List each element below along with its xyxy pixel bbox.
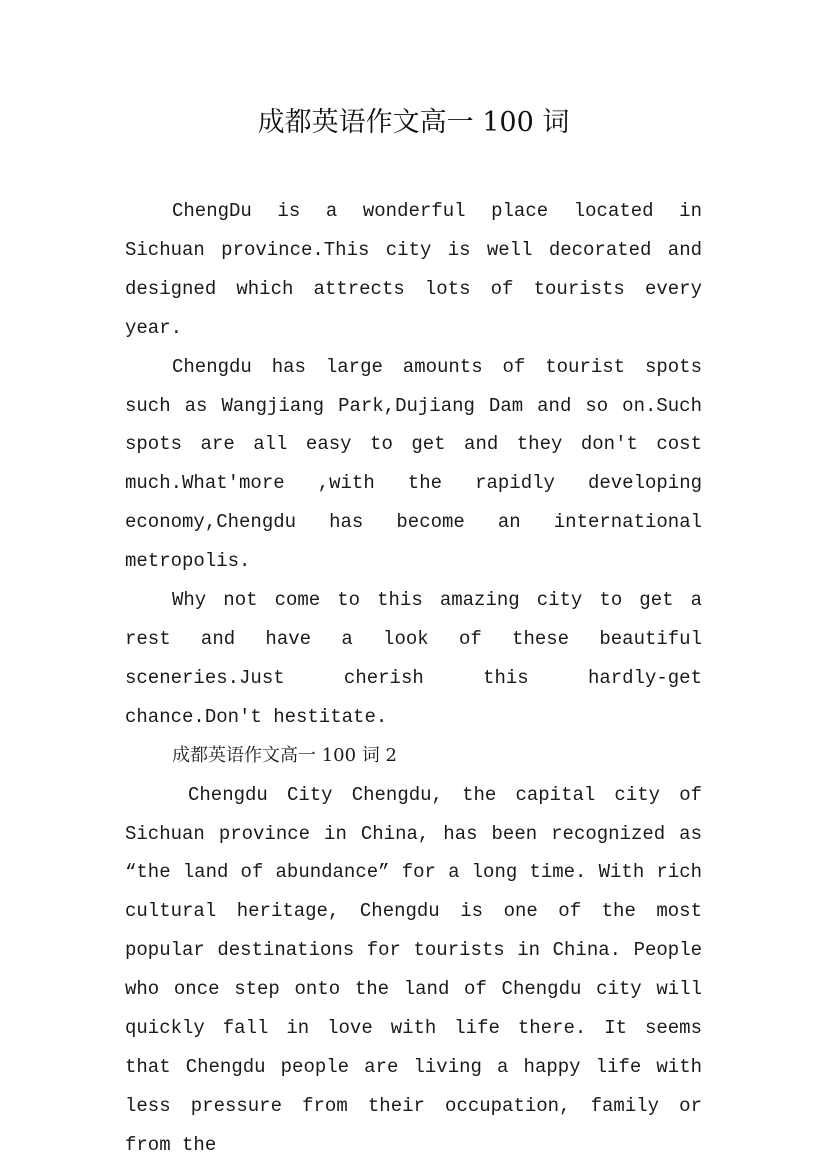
document-body <box>125 192 702 1165</box>
paragraph-chengdu-city: Chengdu City Chengdu, the capital city of Sichuan province in China, has been recognized as “the land of abundance” for a long time. With rich cultural heritage, Chengdu is one of the most popular destinations for tourists in China. People who once step onto the land of Chengdu city will quickly fall in love with life there. It seems that Chengdu people are living a happy life with less pressure from their occupation, family or from the <box>125 783 702 1156</box>
paragraph-intro: ChengDu is a wonderful place located in Sichuan province.This city is well decorated and designed which attrects lots of tourists every year. <box>125 200 702 339</box>
section-subheading: 成都英语作文高一 100 词 2 <box>172 744 397 766</box>
paragraph-invitation: Why not come to this amazing city to get a rest and have a look of these beautiful sceneries.Just cherish this hardly-get chance.Don't hestitate. <box>125 589 702 728</box>
document-title: 成都英语作文高一 100 词 <box>257 107 570 138</box>
paragraph-tourist-spots: Chengdu has large amounts of tourist spots such as Wangjiang Park,Dujiang Dam and so on.Such spots are all easy to get and they don't cost much.What'more ,with the rapidly developing economy,Chengdu has become an international metropolis. <box>125 355 702 573</box>
